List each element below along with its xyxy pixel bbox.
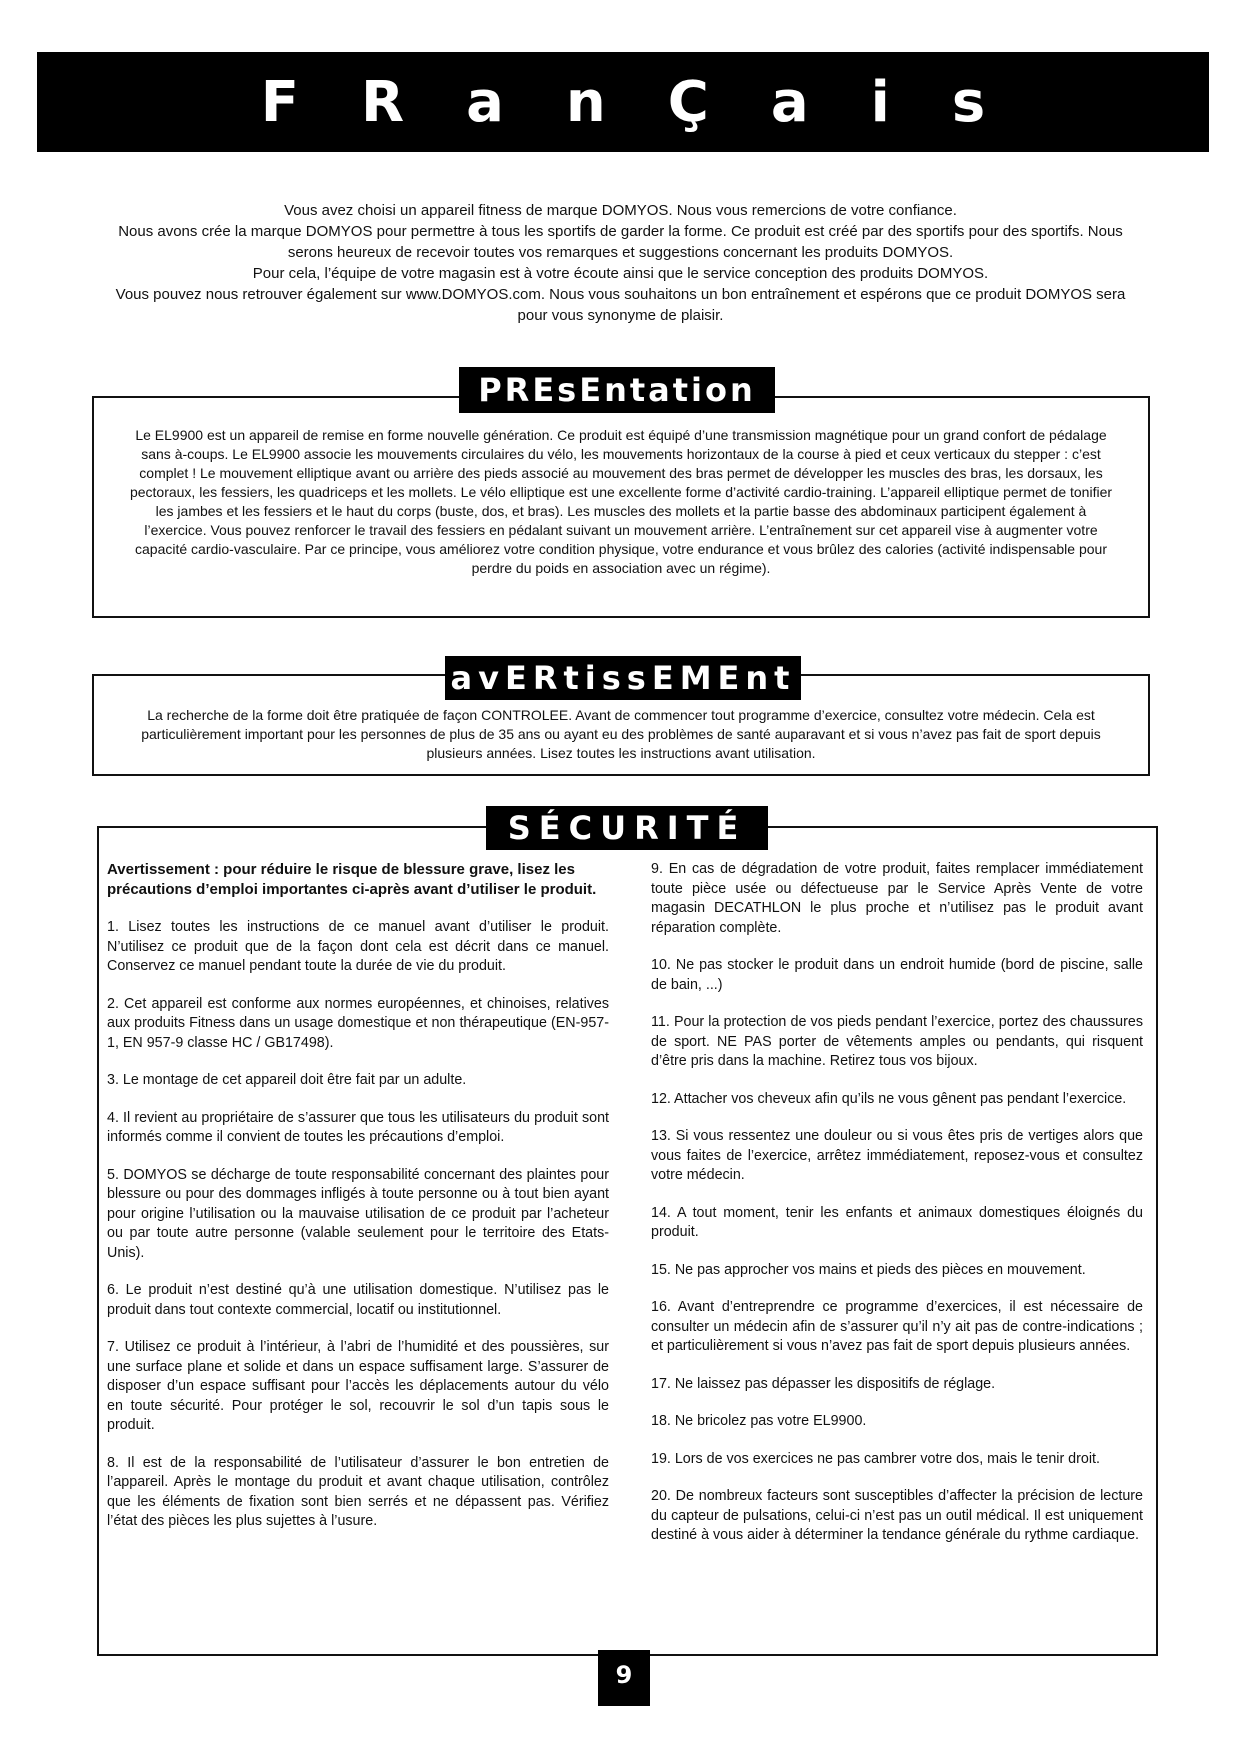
securite-item-14: 14. A tout moment, tenir les enfants et animaux domestiques éloignés du produit. — [651, 1204, 1143, 1240]
avertissement-heading: avERtissEMEnt — [445, 656, 801, 700]
securite-item-20: 20. De nombreux facteurs sont susceptibles d’affecter la précision de lecture du capteur de pulsations, celui-ci n’est pas un outil médical. Il est uniquement destiné à vous aider à déterminer la tendance générale du rythme cardiaque. — [651, 1488, 1143, 1543]
securite-left-column — [107, 860, 609, 1550]
presentation-text: Le EL9900 est un appareil de remise en forme nouvelle génération. Ce produit est équipé d’une transmission magnétique pour un grand confort de pédalage sans à-coups. Le EL9900 associe les mouvements circulaires du vélo, les mouvements horizontaux de la course à pied et ceux verticaux du stepper : c’est complet ! Le mouvement elliptique avant ou arrière des pieds associé au mouvement des bras permet de développer les muscles des bras, les dorsaux, les pectoraux, les fessiers, les quadriceps et les mollets. Le vélo elliptique est une excellente forme d’activité cardio-training. L’appareil elliptique permet de tonifier les jambes et les fessiers et le haut du corps (buste, dos, et bras). Les muscles des mollets et la partie basse des abdominaux participent également à l’exercice. Vous pouvez renforcer le travail des fessiers en pédalant suivant un mouvement arrière. L’entraînement sur cet appareil vise à augmenter votre capacité cardio-vasculaire. Par ce principe, vous améliorez votre condition physique, votre endurance et vous brûlez des calories (activité indispensable pour perdre du poids en association avec un régime). — [129, 427, 1113, 576]
securite-item-10: 10. Ne pas stocker le produit dans un endroit humide (bord de piscine, salle de bain, ...) — [651, 957, 1143, 993]
securite-item-1: 1. Lisez toutes les instructions de ce manuel avant d’utiliser le produit. N’utilisez ce produit que de la façon dont cela est décrit dans ce manuel. Conservez ce manuel pendant toute la durée de vie du produit. — [107, 919, 609, 974]
securite-warning: Avertissement : pour réduire le risque de blessure grave, lisez les précautions d’emploi importantes ci-après avant d’utiliser le produit. — [107, 861, 597, 898]
securite-item-7: 7. Utilisez ce produit à l’intérieur, à l’abri de l’humidité et des poussières, sur une surface plane et solide et dans un espace suffisament large. S’assurer de disposer d’un espace suffisant pour l’accès les déplacements autour du vélo en toute sécurité. Pour protéger le sol, recouvrir le sol d’un tapis sous le produit. — [107, 1339, 609, 1433]
intro-line-3: Pour cela, l’équipe de votre magasin est à votre écoute ainsi que le service conception des produits DOMYOS. — [252, 265, 989, 282]
intro-line-2: Nous avons crée la marque DOMYOS pour permettre à tous les sportifs de garder la forme. Ce produit est créé par des sportifs pour des sportifs. Nous serons heureux de recevoir toutes vos remarques et suggestions concernant les produits DOMYOS. — [118, 223, 1123, 261]
securite-item-9: 9. En cas de dégradation de votre produit, faites remplacer immédiatement toute pièce usée ou défectueuse par le Service Après Vente de votre magasin DECATHLON le plus proche et n’utilisez pas le produit avant réparation complète. — [651, 861, 1143, 936]
intro-line-4: Vous pouvez nous retrouver également sur www.DOMYOS.com. Nous vous souhaitons un bon entraînement et espérons que ce produit DOMYOS sera pour vous synonyme de plaisir. — [115, 286, 1126, 324]
presentation-heading: PREsEntation — [459, 367, 775, 413]
securite-item-12: 12. Attacher vos cheveux afin qu’ils ne vous gênent pas pendant l’exercice. — [651, 1090, 1127, 1107]
securite-item-6: 6. Le produit n’est destiné qu’à une utilisation domestique. N’utilisez pas le produit dans tout contexte commercial, locatif ou institutionnel. — [107, 1282, 609, 1318]
securite-item-3: 3. Le montage de cet appareil doit être fait par un adulte. — [107, 1072, 467, 1088]
page-number: 9 — [598, 1650, 650, 1706]
securite-item-19: 19. Lors de vos exercices ne pas cambrer votre dos, mais le tenir droit. — [651, 1450, 1100, 1467]
intro-text — [110, 200, 1131, 326]
securite-item-8: 8. Il est de la responsabilité de l’utilisateur d’assurer le bon entretien de l’appareil. Après le montage du produit et avant chaque utilisation, contrôlez que les éléments de fixation sont bien serrés et ne dépassent pas. Vérifiez l’état des pièces les plus sujettes à l’usure. — [107, 1454, 609, 1529]
avertissement-text: La recherche de la forme doit être pratiquée de façon CONTROLEE. Avant de commencer tout programme d’exercice, consultez votre médecin. Cela est particulièrement important pour les personnes de plus de 35 ans ou ayant eu des problèmes de santé auparavant et si vous n’avez pas fait de sport depuis plusieurs années. Lisez toutes les instructions avant utilisation. — [141, 707, 1101, 761]
securite-item-16: 16. Avant d’entreprendre ce programme d’exercices, il est nécessaire de consulter un médecin afin de s’assurer qu’il n’y ait pas de contre-indications ; et particulièrement si vous n’avez pas fait de sport depuis plusieurs années. — [651, 1299, 1143, 1354]
securite-item-17: 17. Ne laissez pas dépasser les dispositifs de réglage. — [651, 1375, 996, 1392]
securite-item-5: 5. DOMYOS se décharge de toute responsabilité concernant des plaintes pour blessure ou pour des dommages infligés à toute personne ou à tout bien ayant pour origine l’utilisation ou la mauvaise utilisation de ce produit par l’acheteur ou par toute autre personne (valable seulement pour le territoire des Etats-Unis). — [107, 1166, 609, 1261]
language-banner — [37, 52, 1209, 152]
securite-item-4: 4. Il revient au propriétaire de s’assurer que tous les utilisateurs du produit sont informés comme il convient de toutes les précautions d’emploi. — [107, 1109, 609, 1145]
securite-item-13: 13. Si vous ressentez une douleur ou si vous êtes pris de vertiges alors que vous faites de l’exercice, arrêtez immédiatement, reposez-vous et consultez votre médecin. — [651, 1128, 1143, 1183]
presentation-box — [92, 396, 1150, 618]
securite-item-11: 11. Pour la protection de vos pieds pendant l’exercice, portez des chaussures de sport. NE PAS porter de vêtements amples ou pendants, qui risquent d’être pris dans la machine. Retirez tous vos bijoux. — [651, 1014, 1143, 1069]
securite-item-2: 2. Cet appareil est conforme aux normes européennes, et chinoises, relatives aux produits Fitness dans un usage domestique et non thérapeutique (EN-957-1, EN 957-9 classe HC / GB17498). — [107, 995, 609, 1051]
securite-heading: SÉCURITÉ — [486, 806, 768, 850]
securite-item-18: 18. Ne bricolez pas votre EL9900. — [651, 1413, 867, 1429]
securite-item-15: 15. Ne pas approcher vos mains et pieds des pièces en mouvement. — [651, 1261, 1086, 1278]
banner-title: FRanÇais — [260, 69, 1048, 135]
securite-right-column — [651, 860, 1143, 1564]
intro-line-1: Vous avez choisi un appareil fitness de marque DOMYOS. Nous vous remercions de votre confiance. — [284, 202, 957, 219]
